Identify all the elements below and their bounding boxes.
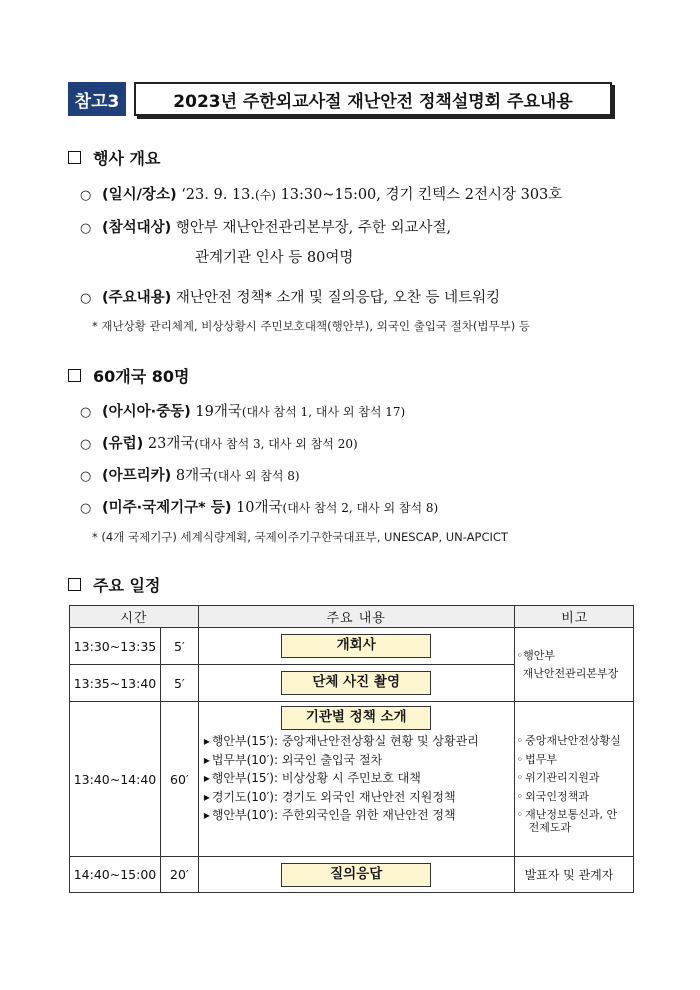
region-count: 23개국: [147, 436, 195, 452]
attend-label: (참석대상): [102, 220, 172, 236]
opening-note-line: ◦행안부: [516, 648, 555, 662]
section-title: 60개국 80명: [93, 367, 190, 386]
header-note: 비고: [514, 606, 633, 628]
content-value: 재난안전 정책* 소개 및 질의응답, 오찬 등 네트워킹: [175, 290, 501, 306]
square-bullet-icon: [68, 369, 81, 382]
agenda-item: ▸ 행안부(15′): 비상상황 시 주민보호 대책: [204, 769, 514, 788]
circle-bullet-icon: ○: [80, 291, 92, 306]
agenda-note: ◦ 외국인정책과: [517, 788, 633, 807]
agenda-note: ◦ 재난정보통신과, 안: [517, 806, 633, 825]
regions-footnote: * (4개 국제기구) 세계식량계획, 국제이주기구한국대표부, UNESCAP, UN-APCICT: [92, 530, 508, 544]
agenda-item: ▸ 행안부(10′): 주한외국인을 위한 재난안전 정책: [204, 806, 514, 825]
table-row: [70, 628, 634, 665]
region-count: 8개국: [175, 468, 214, 484]
opening-note-line: 재난안전관리본부장: [522, 666, 619, 680]
region-detail: (대사 참석 1, 대사 외 참석 17): [241, 405, 406, 419]
agenda-list: [199, 730, 514, 829]
agenda-note: ◦ 위기관리지원과: [517, 769, 633, 788]
agenda-note: ◦ 법무부: [517, 751, 633, 770]
title-row: [68, 82, 612, 116]
header-content: 주요 내용: [198, 606, 514, 628]
table-row: [70, 702, 634, 857]
date-value: ‘23. 9. 13.: [181, 187, 255, 203]
agenda-note: ◦ 중앙재난안전상황실: [517, 732, 633, 751]
region-label: (미주·국제기구* 등): [102, 500, 232, 516]
row-time: 13:35~13:40: [70, 665, 161, 702]
content-footnote: * 재난상황 관리체계, 비상상황시 주민보호대책(행안부), 외국인 출입국 절차(법무부) 등: [92, 319, 530, 333]
row-duration: 20′: [160, 857, 198, 893]
row-item: 질의응답: [281, 863, 431, 887]
circle-bullet-icon: ○: [80, 437, 92, 452]
date-day: (수): [254, 188, 276, 202]
agenda-item: ▸ 행안부(15′): 중앙재난안전상황실 현황 및 상황관리: [204, 732, 514, 751]
overview-content-line: [80, 286, 500, 307]
opening-note: [514, 628, 633, 702]
region-label: (아프리카): [102, 468, 172, 484]
section-heading-schedule: [68, 573, 160, 596]
circle-bullet-icon: ○: [80, 188, 92, 203]
content-label: (주요내용): [102, 290, 172, 306]
section-title: 행사 개요: [93, 149, 161, 168]
document-title: 2023년 주한외교사절 재난안전 정책설명회 주요내용: [134, 82, 612, 116]
overview-date-line: [80, 183, 562, 204]
region-detail: (대사 참석 3, 대사 외 참석 20): [194, 437, 358, 451]
date-label: (일시/장소): [102, 187, 177, 203]
header-time: 시간: [70, 606, 199, 628]
row-duration: 5′: [160, 628, 198, 665]
attend-value: 행안부 재난안전관리본부장, 주한 외교사절,: [175, 220, 452, 236]
row-duration: 60′: [160, 702, 198, 857]
region-count: 10개국: [236, 500, 283, 516]
region-count: 19개국: [195, 404, 242, 420]
schedule-table: [69, 605, 634, 893]
date-rest: 13:30~15:00, 경기 킨텍스 2전시장 303호: [280, 187, 563, 203]
overview-attend-line: [80, 216, 451, 237]
region-label: (유럽): [102, 436, 144, 452]
region-line: [80, 432, 358, 453]
circle-bullet-icon: ○: [80, 469, 92, 484]
section-heading-overview: [68, 146, 160, 169]
row-item: 단체 사진 촬영: [281, 671, 431, 695]
section-title: 주요 일정: [93, 576, 161, 595]
attend-value-continued: 관계기관 인사 등 80여명: [195, 250, 354, 266]
region-label: (아시아·중동): [102, 404, 191, 420]
row-note: 발표자 및 관계자: [514, 857, 633, 893]
agenda-item: ▸ 법무부(10′): 외국인 출입국 절차: [204, 751, 514, 770]
row-duration: 5′: [160, 665, 198, 702]
circle-bullet-icon: ○: [80, 405, 92, 420]
section-heading-participants: [68, 364, 189, 387]
row-time: 13:40~14:40: [70, 702, 161, 857]
table-row: [70, 857, 634, 893]
row-item: 개회사: [281, 634, 431, 658]
reference-badge: 참고3: [68, 82, 126, 116]
region-line: [80, 496, 438, 517]
table-header-row: [70, 606, 634, 628]
region-line: [80, 400, 405, 421]
row-item: 기관별 정책 소개: [281, 706, 431, 730]
square-bullet-icon: [68, 151, 81, 164]
square-bullet-icon: [68, 578, 81, 591]
row-time: 14:40~15:00: [70, 857, 161, 893]
circle-bullet-icon: ○: [80, 501, 92, 516]
circle-bullet-icon: ○: [80, 221, 92, 236]
region-line: [80, 464, 300, 485]
row-time: 13:30~13:35: [70, 628, 161, 665]
region-detail: (대사 외 참석 8): [213, 469, 300, 483]
agenda-item: ▸ 경기도(10′): 경기도 외국인 재난안전 지원정책: [204, 788, 514, 807]
region-detail: (대사 참석 2, 대사 외 참석 8): [282, 501, 439, 515]
agenda-notes-list: [517, 702, 633, 825]
agenda-note-continued: 전제도과: [528, 820, 572, 834]
